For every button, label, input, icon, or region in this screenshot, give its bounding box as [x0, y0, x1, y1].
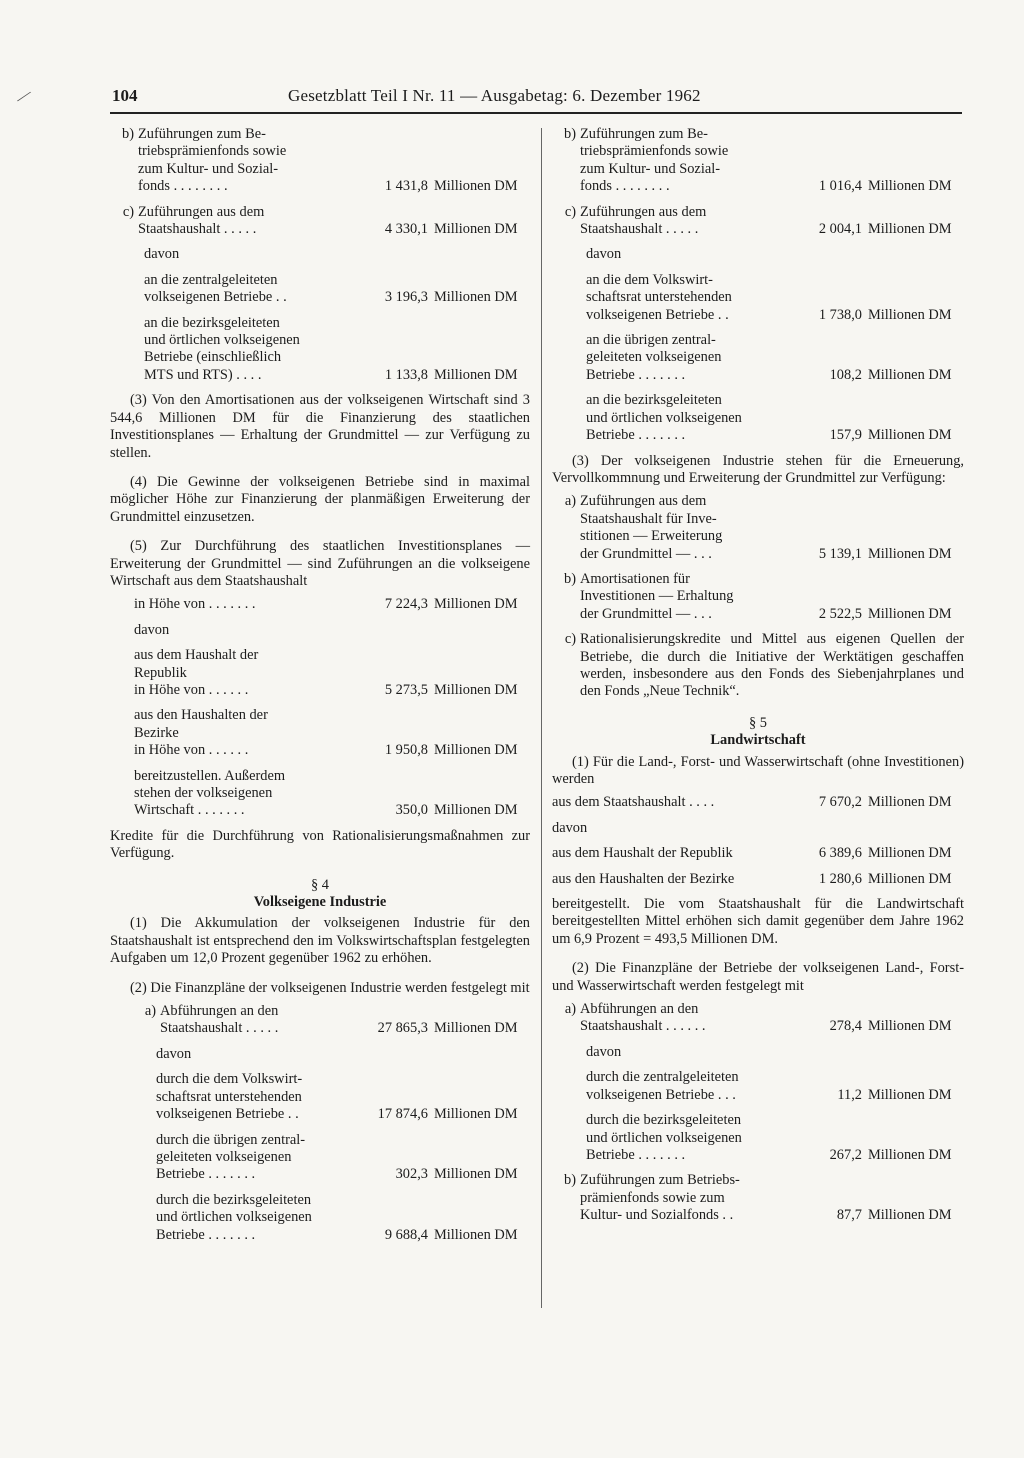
sub-item: in Höhe von . . . . . . . 7 224,3 Millionen DM — [134, 596, 518, 613]
davon-label: davon — [144, 246, 180, 263]
amount: 1 431,8 — [384, 178, 428, 195]
column-divider — [541, 128, 542, 1308]
item-text: Zuführungen aus dem Staatshaushalt . . . . . — [138, 203, 265, 238]
sub-item: durch die übrigen zentral- geleiteten volkseigenen Betriebe . . . . . . . 302,3 Millionen DM — [156, 1131, 518, 1183]
sub-item: aus dem Haushalt der Republik in Höhe von . . . . . . 5 273,5 Millionen DM — [134, 647, 518, 698]
davon-label: davon — [552, 819, 588, 836]
list-item: b) Amortisationen für Investitionen — Erhaltung der Grundmittel — . . . 2 522,5 Millionen DM — [564, 570, 952, 622]
header-title: Gesetzblatt Teil I Nr. 11 — Ausgabetag: 6. Dezember 1962 — [288, 86, 701, 105]
sub-item: an die bezirksgeleiteten und örtlichen volkseigenen Betriebe . . . . . . . 157,9 Millionen DM — [586, 392, 952, 444]
paragraph: (2) Die Finanzpläne der Betriebe der volkseigenen Land-, Forst- und Wasserwirtschaft werden festgelegt mit — [552, 960, 964, 994]
page-number: 104 — [112, 86, 138, 105]
sub-item: an die bezirksgeleiteten und örtlichen volkseigenen Betriebe (einschließlich MTS und RTS) . . . . 1 133,8 Millionen DM — [144, 314, 518, 383]
list-item: a) Abführungen an den Staatshaushalt . . . . . 27 865,3 Millionen DM — [144, 1003, 518, 1037]
amount: 2 004,1 — [818, 221, 862, 238]
davon-label: davon — [586, 1043, 622, 1060]
amount: 27 865,3 — [377, 1020, 428, 1037]
right-column — [552, 126, 964, 1233]
page-header — [112, 86, 962, 110]
amount: 1 738,0 — [818, 306, 862, 323]
amount: 7 670,2 — [818, 794, 862, 811]
amount: 87,7 — [836, 1207, 862, 1224]
section-number: § 4 — [311, 876, 329, 893]
amount: 1 133,8 — [384, 366, 428, 383]
amount: 1 950,8 — [384, 742, 428, 759]
sub-item: aus dem Staatshaushalt . . . . 7 670,2 Millionen DM — [552, 794, 952, 811]
amount: 1 280,6 — [818, 870, 862, 887]
davon-label: davon — [134, 621, 170, 638]
list-item: c) Zuführungen aus dem Staatshaushalt . . . . . 2 004,1 Millionen DM — [564, 203, 952, 238]
item-text: Zuführungen zum Be- triebsprämienfonds sowie zum Kultur- und Sozial- fonds . . . . . . . . — [138, 126, 287, 195]
list-item: b) Zuführungen zum Be- triebsprämienfonds sowie zum Kultur- und Sozial- fonds . . . . . . . . 1 431,8 Millionen DM — [122, 126, 518, 195]
sub-item: durch die dem Volkswirt- schaftsrat unterstehenden volkseigenen Betriebe . . 17 874,6 Millionen DM — [156, 1071, 518, 1123]
margin-pencil-mark: ∕ — [18, 86, 30, 108]
amount: 302,3 — [395, 1166, 428, 1183]
section-title: Volkseigene Industrie — [253, 894, 387, 911]
amount: 4 330,1 — [384, 221, 428, 238]
sub-item: bereitzustellen. Außerdem stehen der volkseigenen Wirtschaft . . . . . . . 350,0 Millionen DM — [134, 767, 518, 819]
davon-label: davon — [586, 246, 622, 263]
section-title: Landwirtschaft — [710, 732, 806, 749]
amount: 2 522,5 — [818, 605, 862, 622]
list-item: b) Zuführungen zum Betriebs- prämienfonds sowie zum Kultur- und Sozialfonds . . 87,7 Millionen DM — [564, 1172, 952, 1224]
paragraph: Kredite für die Durchführung von Rationalisierungsmaßnahmen zur Verfügung. — [110, 827, 530, 862]
header-rule — [110, 112, 962, 114]
amount: 7 224,3 — [384, 596, 428, 613]
amount: 108,2 — [829, 366, 862, 383]
sub-item: aus dem Haushalt der Republik 6 389,6 Millionen DM — [552, 845, 952, 862]
amount: 9 688,4 — [384, 1226, 428, 1243]
list-item: a) Zuführungen aus dem Staatshaushalt für Inve- stitionen — Erweiterung der Grundmittel — . . . 5 139,1 Millionen DM — [564, 493, 952, 562]
sub-item: durch die bezirksgeleiteten und örtlichen volkseigenen Betriebe . . . . . . . 267,2 Millionen DM — [586, 1112, 952, 1163]
sub-item: an die übrigen zentral- geleiteten volkseigenen Betriebe . . . . . . . 108,2 Millionen DM — [586, 332, 952, 383]
davon-label: davon — [156, 1045, 192, 1062]
section-number: § 5 — [749, 714, 767, 731]
amount: 5 139,1 — [818, 545, 862, 562]
item-text: Rationalisierungskredite und Mittel aus eigenen Quellen der Betriebe, die durch die Initiative der Werktätigen geschaffen werden, insbesondere aus den Fonds des Siebenjahrplanes und den Fonds „Neue Technik“. — [580, 631, 964, 700]
amount: 350,0 — [395, 802, 428, 819]
amount: 267,2 — [829, 1146, 862, 1163]
amount: 17 874,6 — [377, 1106, 428, 1123]
paragraph: (3) Von den Amortisationen aus der volkseigenen Wirtschaft sind 3 544,6 Millionen DM für die Finanzierung des staatlichen Investitionsplanes — Erhaltung der Grundmittel — zur Verfügung zu stellen. — [110, 392, 530, 461]
list-item: c) Zuführungen aus dem Staatshaushalt . . . . . 4 330,1 Millionen DM — [122, 203, 518, 238]
amount: 5 273,5 — [384, 681, 428, 698]
paragraph: bereitgestellt. Die vom Staatshaushalt für die Landwirtschaft bereitgestellten Mittel erhöhen sich damit gegenüber dem Jahre 1962 um 6,9 Prozent = 493,5 Millionen DM. — [552, 896, 964, 947]
paragraph: (1) Die Akkumulation der volkseigenen Industrie für den Staatshaushalt ist entsprechend den im Volkswirtschaftsplan festgelegten Aufgaben um 12,0 Prozent gegenüber 1962 zu erhöhen. — [110, 915, 530, 967]
amount: 6 389,6 — [818, 845, 862, 862]
list-item: c) Rationalisierungskredite und Mittel aus eigenen Quellen der Betriebe, die durch die Initiative der Werktätigen geschaffen werden, insbesondere aus den Fonds des Siebenjahrplanes und den Fonds „Neue Technik“. — [564, 631, 964, 700]
sub-item: durch die bezirksgeleiteten und örtlichen volkseigenen Betriebe . . . . . . . 9 688,4 Millionen DM — [156, 1191, 518, 1243]
sub-item: an die zentralgeleiteten volkseigenen Betriebe . . 3 196,3 Millionen DM — [144, 271, 518, 306]
paragraph: (4) Die Gewinne der volkseigenen Betriebe sind in maximal möglicher Höhe zur Finanzierung der planmäßigen Erweiterung der Grundmittel einzusetzen. — [110, 473, 530, 525]
paragraph: (1) Für die Land-, Forst- und Wasserwirtschaft (ohne Investitionen) werden — [552, 753, 964, 787]
left-column — [110, 126, 530, 1252]
paragraph: (2) Die Finanzpläne der volkseigenen Industrie werden festgelegt mit — [130, 979, 530, 996]
amount: 11,2 — [837, 1086, 862, 1103]
list-item: a) Abführungen an den Staatshaushalt . . . . . . 278,4 Millionen DM — [564, 1001, 952, 1035]
paragraph: (5) Zur Durchführung des staatlichen Investitionsplanes — Erweiterung der Grundmittel — sind Zuführungen an die volkseigene Wirtschaft aus dem Staatshaushalt — [110, 538, 530, 589]
amount: 3 196,3 — [384, 289, 428, 306]
amount: 157,9 — [829, 427, 862, 444]
amount: 1 016,4 — [818, 178, 862, 195]
paragraph: (3) Der volkseigenen Industrie stehen für die Erneuerung, Vervollkommnung und Erweiterung der Grundmittel zur Verfügung: — [552, 452, 964, 486]
sub-item: durch die zentralgeleiteten volkseigenen Betriebe . . . 11,2 Millionen DM — [586, 1069, 952, 1103]
list-item: b) Zuführungen zum Be- triebsprämienfonds sowie zum Kultur- und Sozial- fonds . . . . . . . . 1 016,4 Millionen DM — [564, 126, 952, 195]
sub-item: aus den Haushalten der Bezirke in Höhe von . . . . . . 1 950,8 Millionen DM — [134, 707, 518, 759]
sub-item: aus den Haushalten der Bezirke 1 280,6 Millionen DM — [552, 870, 952, 887]
sub-item: an die dem Volkswirt- schaftsrat unterstehenden volkseigenen Betriebe . . 1 738,0 Millionen DM — [586, 271, 952, 323]
amount: 278,4 — [829, 1018, 862, 1035]
